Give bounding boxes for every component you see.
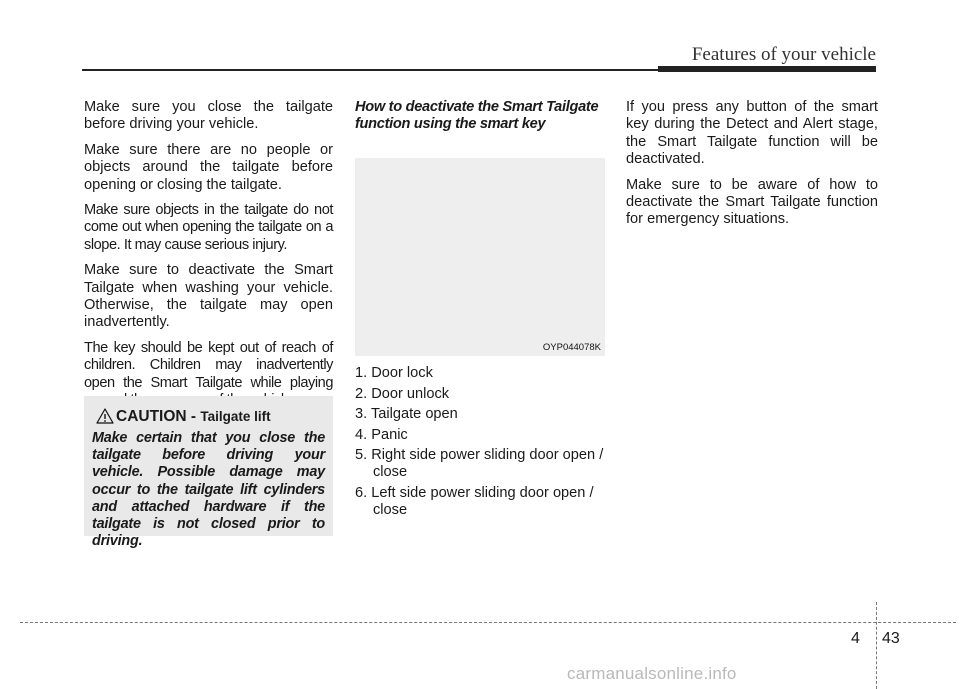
list-item: 1. Door lock <box>355 365 433 381</box>
caution-text: Make certain that you close the tailgate before driving your vehicle. Possible damage may occur to the tailgate lift cylinders and attached hardware if the tailgate is not closed prior to driving. <box>92 430 325 550</box>
list-item: 2. Door unlock <box>355 385 450 402</box>
section-title: Features of your vehicle <box>691 44 876 65</box>
caution-topic: Tailgate lift <box>200 409 271 424</box>
left-column <box>84 99 333 418</box>
footer-divider <box>876 602 877 689</box>
page-number: 43 <box>882 630 900 647</box>
list-item: 5. Right side power sliding door open / close <box>355 447 604 480</box>
caution-heading <box>116 408 271 426</box>
paragraph: The key should be kept out of reach of children. Children may inadvertently open the Smart Tailgate while playing <box>84 339 333 391</box>
paragraph: Make sure there are no people or objects around the tailgate before opening or closing the tailgate. <box>84 141 333 193</box>
warning-triangle-icon <box>96 408 114 424</box>
list-item: 3. Tailgate open <box>355 406 458 422</box>
watermark: carmanualsonline.info <box>567 664 737 683</box>
paragraph: Make sure to be aware of how to deactivate the Smart Tailgate function for emergency situations. <box>626 176 878 228</box>
section-heading: How to deactivate the Smart Tailgate function using the smart key <box>355 99 599 133</box>
button-list <box>355 365 609 522</box>
caution-label: CAUTION - <box>116 408 201 425</box>
chapter-number: 4 <box>851 630 860 647</box>
list-item: 6. Left side power sliding door open / close <box>355 484 594 518</box>
right-column <box>626 99 878 237</box>
list-item: 4. Panic <box>355 426 408 443</box>
caution-box <box>84 396 333 550</box>
paragraph: Make sure you close the tailgate before driving your vehicle. <box>84 99 333 133</box>
paragraph: Make sure objects in the tailgate do not come out when opening the tailgate on a slope. It may cause serious injury. <box>84 202 333 253</box>
middle-column <box>355 99 605 142</box>
paragraph: If you press any button of the smart key during the Detect and Alert stage, the Smart Tailgate function will be deactivated. <box>626 99 878 168</box>
footer-rule <box>20 622 956 623</box>
figure-code: OYP044078K <box>542 342 601 353</box>
paragraph: Make sure to deactivate the Smart Tailgate when washing your vehicle. Otherwise, the tailgate may open inadvertently. <box>84 262 333 331</box>
header-rule-accent <box>658 66 876 72</box>
smart-key-figure <box>355 158 605 356</box>
